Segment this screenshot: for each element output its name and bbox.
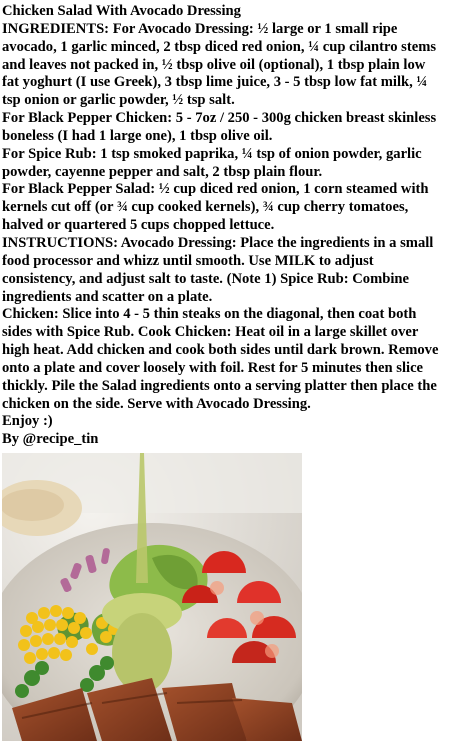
chicken-instructions-line: onto a plate and cover loosely with foil. Rest for 5 minutes then slice (2, 359, 424, 376)
salad-ingredients-line: kernels cut off (or ¾ cup cooked kernels), ¾ cup cherry tomatoes, (2, 199, 409, 216)
spice-rub-line: powder, cayenne pepper and salt, 2 tbsp plain flour. (2, 163, 323, 180)
chicken-instructions-line: Chicken: Slice into 4 - 5 thin steaks on the diagonal, then coat both (2, 306, 417, 323)
recipe-title: Chicken Salad With Avocado Dressing (2, 3, 241, 19)
ingredients-line: avocado, 1 garlic minced, 2 tbsp diced red onion, ¼ cup cilantro stems (2, 38, 437, 55)
instructions-line: INSTRUCTIONS: Avocado Dressing: Place the ingredients in a small (2, 234, 434, 251)
ingredients-line: tsp onion or garlic powder, ½ tsp salt. (2, 92, 235, 109)
chicken-ingredients-line: For Black Pepper Chicken: 5 - 7oz / 250 - 300g chicken breast skinless (2, 110, 437, 127)
ingredients-line: INGREDIENTS: For Avocado Dressing: ½ large or 1 small ripe (2, 20, 398, 37)
spice-rub-line: For Spice Rub: 1 tsp smoked paprika, ¼ tsp of onion powder, garlic (2, 145, 422, 162)
recipe-post (2, 3, 475, 449)
salad-ingredients-line: halved or quartered 5 cups chopped lettuce. (2, 217, 275, 234)
instructions-line: food processor and whizz until smooth. Use MILK to adjust (2, 252, 374, 269)
chicken-instructions-line: high heat. Add chicken and cook both sides until dark brown. Remove (2, 342, 439, 359)
author-handle: By @recipe_tin (2, 431, 99, 448)
instructions-line: ingredients and scatter on a plate. (2, 288, 213, 305)
chicken-instructions-line: chicken on the side. Serve with Avocado Dressing. (2, 395, 311, 412)
ingredients-line: and leaves not packed in, ½ tbsp olive oil (optional), 1 tbsp plain low (2, 56, 426, 73)
ingredients-line: fat yoghurt (I use Greek), 3 tbsp lime juice, 3 - 5 tbsp low fat milk, ¼ (2, 74, 428, 91)
bread-roll-crust (2, 489, 64, 521)
chicken-salad-illustration (2, 453, 302, 741)
chicken-instructions-line: sides with Spice Rub. Cook Chicken: Heat oil in a large skillet over (2, 324, 419, 341)
salad-ingredients-line: For Black Pepper Salad: ½ cup diced red onion, 1 corn steamed with (2, 181, 429, 198)
chicken-ingredients-line: boneless (I had 1 large one), 1 tbsp olive oil. (2, 127, 273, 144)
sign-off-line: Enjoy :) (2, 413, 53, 430)
instructions-line: consistency, and adjust salt to taste. (Note 1) Spice Rub: Combine (2, 270, 410, 287)
chicken-salad-photo (2, 453, 302, 741)
chicken-instructions-line: thickly. Pile the Salad ingredients onto a serving platter then place the (2, 377, 437, 394)
